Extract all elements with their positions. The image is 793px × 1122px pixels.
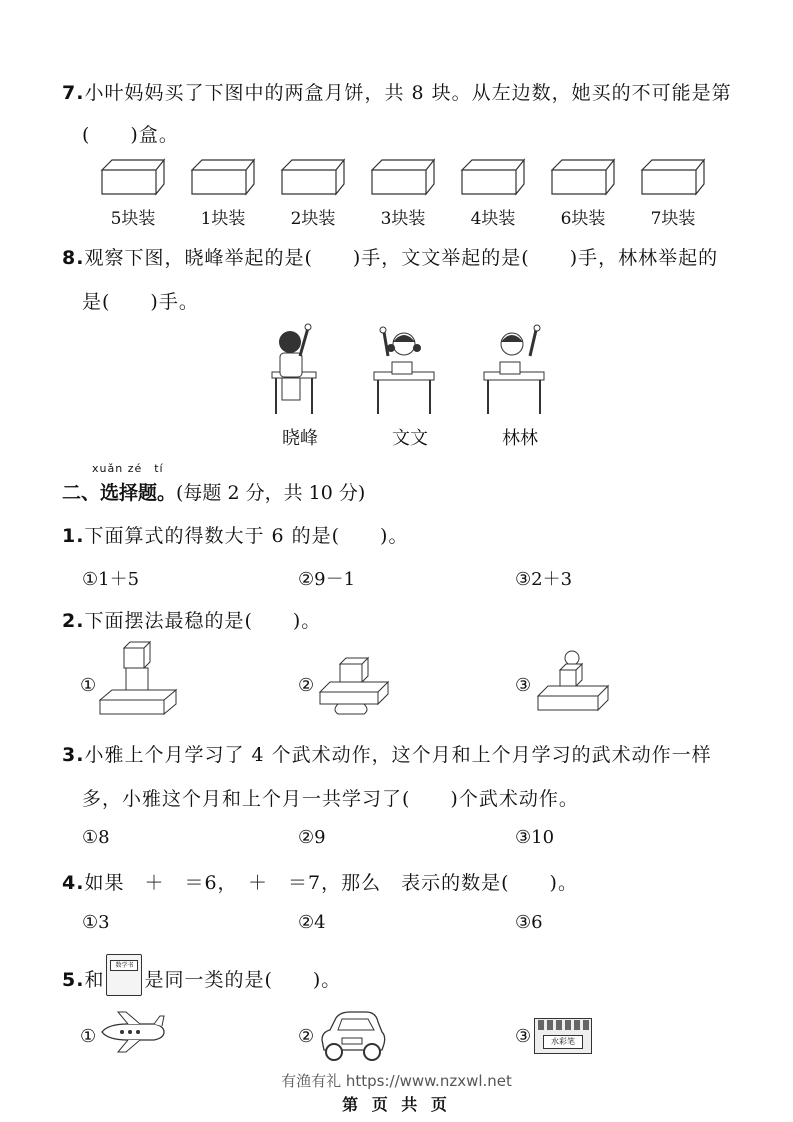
mooncake-box: [188, 158, 258, 229]
box-icon: [550, 158, 616, 196]
box-label: 4块装: [470, 209, 516, 229]
mooncake-boxes: [98, 158, 708, 228]
c4-text: 如果 ＋ ＝6， ＋ ＝7，那么 表示的数是( )。: [84, 872, 578, 894]
student-front-icon: [480, 322, 560, 418]
c2-marker-2: ②: [298, 675, 315, 696]
q8-line1: [62, 243, 718, 270]
box-label: 6块装: [560, 209, 606, 229]
c2-marker-1: ①: [80, 675, 97, 696]
c1-option-3: ③2＋3: [515, 569, 573, 590]
c4-number: 4.: [62, 872, 85, 894]
c5-text-before: 和: [84, 969, 105, 991]
c1-option-1: ①1＋5: [82, 569, 140, 590]
section-note: (每题 2 分，共 10 分): [176, 482, 366, 504]
pens-label: 水彩笔: [543, 1035, 583, 1049]
mooncake-box: [278, 158, 348, 229]
c4-option-1: ①3: [82, 912, 110, 933]
watercolor-pens-icon: [534, 1018, 592, 1054]
c2-line: [62, 606, 321, 633]
kid-wenwen: [370, 322, 450, 449]
c2-number: 2.: [62, 610, 85, 632]
c5-line: [62, 960, 341, 1002]
book-label: 数学书: [110, 960, 138, 971]
car-icon: [318, 1010, 386, 1062]
q8-line2: 是( )手。: [82, 291, 199, 313]
c5-marker-1: ①: [80, 1026, 97, 1047]
c4-option-2: ②4: [298, 912, 326, 933]
mooncake-box: [548, 158, 618, 229]
box-label: 3块装: [380, 209, 426, 229]
box-icon: [100, 158, 166, 196]
c3-option-1: ①8: [82, 827, 110, 848]
c5-marker-3: ③: [515, 1026, 532, 1047]
mooncake-box: [458, 158, 528, 229]
page-number: 第 页 共 页: [342, 1095, 451, 1114]
kid-linlin: [480, 322, 560, 449]
box-label: 5块装: [110, 209, 156, 229]
c3-line1: [62, 740, 712, 767]
box-icon: [370, 158, 436, 196]
q7-number: 7.: [62, 82, 85, 104]
mooncake-box: [98, 158, 168, 229]
pens-caps-icon: [535, 1019, 591, 1031]
q8-number: 8.: [62, 247, 85, 269]
student-back-icon: [260, 322, 340, 418]
airplane-icon: [98, 1012, 166, 1052]
kid-name: 晓峰: [282, 428, 318, 449]
c3-number: 3.: [62, 744, 85, 766]
c3-option-2: ②9: [298, 827, 326, 848]
kid-xiaofeng: [260, 322, 340, 449]
stack-3-icon: [536, 650, 610, 714]
kid-name: 林林: [502, 428, 538, 449]
mooncake-box: [368, 158, 438, 229]
mooncake-box: [638, 158, 708, 229]
c1-number: 1.: [62, 525, 85, 547]
kids-illustration: [260, 322, 550, 452]
c1-option-2: ②9－1: [298, 569, 356, 590]
q7-text: 小叶妈妈买了下图中的两盒月饼，共 8 块。从左边数，她买的不可能是第: [84, 82, 732, 104]
c3-line2: 多，小雅这个月和上个月一共学习了( )个武术动作。: [82, 788, 579, 810]
box-label: 1块装: [200, 209, 246, 229]
section-pinyin: xuǎn zé tí: [92, 462, 164, 475]
stack-2-icon: [318, 656, 390, 716]
c5-text-after: 是同一类的是( )。: [144, 969, 342, 991]
book-icon: [106, 954, 142, 996]
box-label: 7块装: [650, 209, 696, 229]
box-icon: [460, 158, 526, 196]
box-icon: [190, 158, 256, 196]
box-icon: [640, 158, 706, 196]
c5-number: 5.: [62, 969, 85, 991]
c3-text: 小雅上个月学习了 4 个武术动作，这个月和上个月学习的武术动作一样: [84, 744, 712, 766]
section-title: 二、选择题。: [62, 482, 177, 504]
stack-1-icon: [98, 646, 178, 718]
kid-name: 文文: [392, 428, 428, 449]
section-heading: [62, 478, 365, 505]
student-front-icon: [370, 322, 450, 418]
c1-text: 下面算式的得数大于 6 的是( )。: [84, 525, 409, 547]
watermark: 有渔有礼 https://www.nzxwl.net: [281, 1072, 512, 1090]
box-icon: [280, 158, 346, 196]
q7-line1: [62, 78, 732, 105]
q8-text: 观察下图，晓峰举起的是( )手，文文举起的是( )手，林林举起的: [84, 247, 719, 269]
c1-line: [62, 521, 408, 548]
box-label: 2块装: [290, 209, 336, 229]
c4-option-3: ③6: [515, 912, 543, 933]
c2-marker-3: ③: [515, 675, 532, 696]
c5-marker-2: ②: [298, 1026, 315, 1047]
c4-line: [62, 868, 578, 895]
c3-option-3: ③10: [515, 827, 555, 848]
c2-text: 下面摆法最稳的是( )。: [84, 610, 322, 632]
q7-line2: ( )盒。: [82, 124, 179, 146]
